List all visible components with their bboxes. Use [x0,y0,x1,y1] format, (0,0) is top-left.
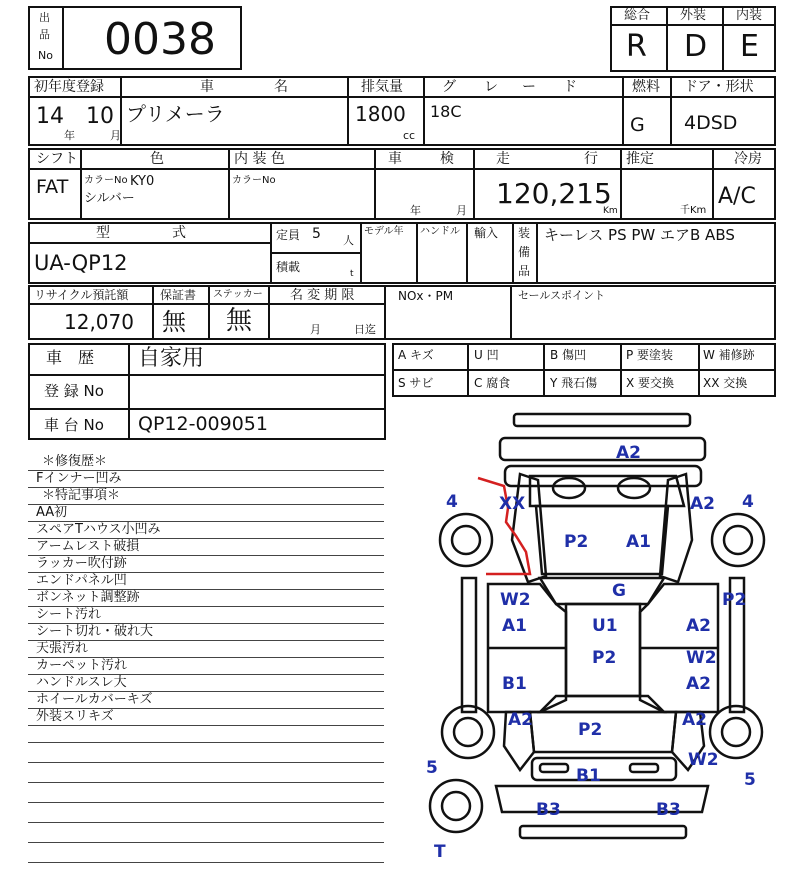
mark-right-front-door-a2: A2 [686,616,711,636]
model: UA-QP12 [34,251,128,275]
note-line: アームレスト破損 [36,539,140,554]
note-line: ホイールカバーキズ [36,692,153,707]
note-line: 天張汚れ [36,641,89,656]
color-no-label: カラーNo [84,175,128,186]
note-line: ボンネット調整跡 [36,590,140,605]
equipment-label-2: 備 [518,245,531,259]
model-label-2: 式 [172,225,186,241]
model-label-1: 型 [96,225,110,241]
note-line: AA初 [36,505,68,520]
car-name-label-1: 車 [200,79,214,95]
mark-right-rear-door-a2: A2 [686,674,711,694]
grade-label-1: グ [442,79,456,95]
note-line: シート切れ・破れ大 [36,624,154,639]
import-label: 輸入 [474,226,499,240]
mark-right-side-p2: P2 [722,590,747,610]
mileage-unit: Km [603,206,618,216]
shift: FAT [36,176,69,198]
grade: 18C [430,102,462,121]
grade-interior: E [740,29,759,64]
sticker-value: 無 [226,306,253,336]
displacement-label: 排気量 [361,79,403,95]
note-line: エンドパネル凹 [36,573,127,588]
grade-header-interior: 内装 [736,8,763,23]
chassis-no: QP12-009051 [138,413,268,435]
model-year-label: モデル年 [364,226,404,237]
grade-header-exterior: 外装 [680,8,707,23]
registration-no-label: 登 録 No [44,382,104,400]
warranty-value: 無 [162,308,186,336]
mark-rear-panel: B1 [576,766,601,786]
grade-label-3: ー [522,79,536,95]
equipment-label-1: 装 [518,226,531,240]
mileage-label-1: 走 [496,151,510,167]
door: 4DSD [684,112,738,134]
equipment-label-3: 品 [518,264,531,278]
legend-a: A キズ [398,348,434,362]
displacement: 1800 [355,102,406,126]
mark-roof-u1: U1 [592,616,618,636]
first-reg-month: 10 [86,104,114,129]
inspection-year-unit: 年 [410,204,421,217]
lot-label-1: 出 [39,11,50,24]
note-line: シート汚れ [36,607,102,622]
name-change-day-unit: 日迄 [354,323,376,336]
mark-rear-bumper-right: B3 [656,800,681,820]
first-reg-month-unit: 月 [110,129,121,142]
mark-hood-p2: P2 [564,532,589,552]
grade-label-2: レ [484,79,498,95]
interior-color-no-label: カラーNo [232,175,276,186]
legend-c: C 腐食 [474,376,511,390]
color-label: 色 [150,151,164,167]
handle-label: ハンドル [420,226,460,237]
grade-header-overall: 総合 [624,8,651,23]
warranty-label: 保証書 [160,288,197,302]
mark-left-front-fender: XX [499,494,526,514]
color-name: シルバー [84,191,135,206]
lot-number: 0038 [104,14,216,65]
first-registration-label: 初年度登録 [34,79,104,95]
mark-right-front-door-w2: W2 [686,648,717,668]
note-line: ラッカー吹付跡 [36,556,127,571]
note-line: ＊修復歴＊ [42,454,108,469]
name-change-label: 名 変 期 限 [290,288,355,303]
note-line: スペアTハウス小凹み [36,522,161,537]
mileage-label-2: 行 [584,151,598,167]
first-reg-year: 14 [36,104,64,129]
mark-spare-tire: T [434,842,446,862]
legend-w: W 補修跡 [703,348,755,362]
legend-b: B 傷凹 [550,348,587,362]
mark-front-bumper: A2 [616,443,641,463]
nox-label: NOx・PM [398,289,454,303]
legend-p: P 要塗装 [626,348,674,362]
grade-exterior: D [684,29,708,64]
mark-front-right-tire: 4 [742,492,754,512]
mark-windshield: G [612,581,626,601]
equipment: キーレス PS PW エアB ABS [544,226,735,244]
mark-left-front-door-a1: A1 [502,616,527,636]
shift-label: シフト [36,151,78,167]
legend-x: X 要交換 [626,376,675,390]
legend-u: U 凹 [474,348,499,362]
note-line: ハンドルスレ大 [36,675,127,690]
mark-left-front-door-w2: W2 [500,590,531,610]
color-no: KY0 [130,174,155,189]
mark-left-rear-tire: 5 [426,758,438,778]
recycle-label: リサイクル預託額 [34,288,129,302]
car-name: プリメーラ [126,102,225,126]
first-reg-year-unit: 年 [64,129,75,142]
chassis-no-label: 車 台 No [44,416,104,434]
fuel: G [630,114,645,136]
fuel-label: 燃料 [632,79,660,95]
mark-hood-a1: A1 [626,532,651,552]
displacement-unit: cc [403,129,416,142]
legend-y: Y 飛石傷 [550,376,598,390]
note-line: カーペット汚れ [36,658,128,673]
mark-rear-bumper-left: B3 [536,800,561,820]
aircon: A/C [718,184,756,209]
aircon-label: 冷房 [734,151,762,167]
mileage: 120,215 [496,177,612,210]
estimate-label: 推定 [626,151,654,167]
door-label: ドア・形状 [684,79,754,95]
legend-xx: XX 交換 [703,376,748,390]
capacity-label: 定員 [276,228,301,242]
mark-right-rear-w2: W2 [688,750,719,770]
load-label: 積載 [276,260,301,274]
sticker-label: ステッカー [213,289,263,300]
estimate-unit: 千Km [680,205,707,216]
sales-point-label: セールスポイント [518,289,606,302]
lot-label-2: 品 [39,28,50,41]
history-value: 自家用 [138,346,205,371]
inspection-label-2: 検 [440,151,454,167]
name-change-month-unit: 月 [310,323,321,336]
grade-overall: R [626,29,647,64]
history-label: 車 歴 [46,348,95,367]
mark-right-rear-fender: A2 [682,710,707,730]
mark-right-front-fender: A2 [690,494,715,514]
inspection-label-1: 車 [388,151,402,167]
note-line: ＊特記事項＊ [42,488,121,503]
mark-left-rear-door-b1: B1 [502,674,527,694]
legend-s: S サビ [398,376,434,390]
note-line: 外装スリキズ [36,709,114,724]
car-name-label-2: 名 [274,79,288,95]
capacity-unit: 人 [343,234,354,247]
lot-label-3: No [38,49,53,62]
capacity: 5 [312,226,321,242]
mark-trunk: P2 [578,720,603,740]
load-unit: t [350,269,354,279]
repair-outline [478,478,530,574]
mark-front-left-tire: 4 [446,492,458,512]
mark-left-rear-fender: A2 [508,710,533,730]
mark-right-rear-tire: 5 [744,770,756,790]
mark-roof-p2: P2 [592,648,617,668]
note-line: Fインナー凹み [36,471,122,486]
interior-color-label: 内 装 色 [234,151,285,167]
recycle-value: 12,070 [64,310,134,334]
grade-label-4: ド [563,79,577,95]
inspection-month-unit: 月 [456,204,467,217]
